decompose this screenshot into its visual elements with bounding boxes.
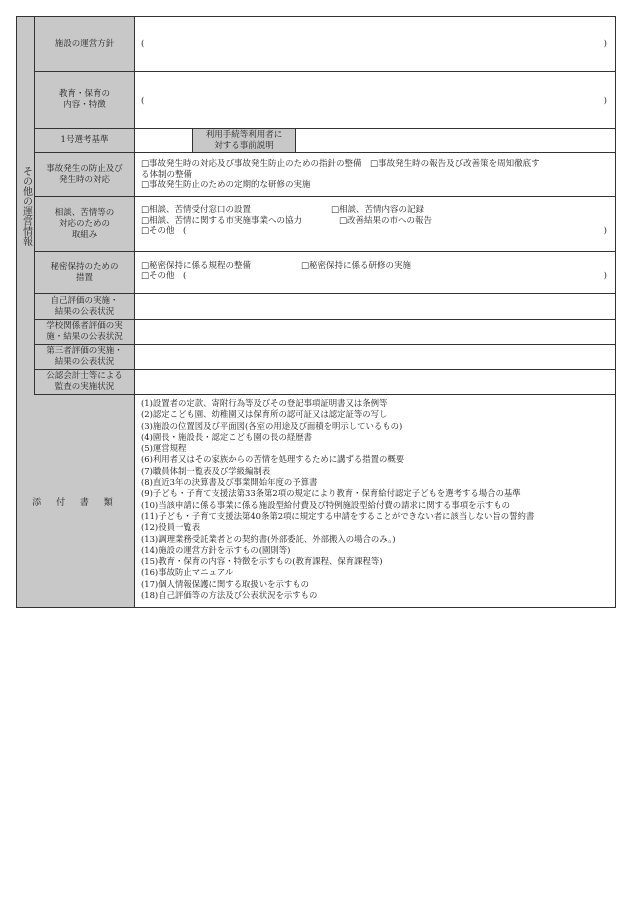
label-school-evaluation: 学校関係者評価の実 施・結果の公表状況 — [35, 320, 135, 344]
attachment-item: (18)自己評価等の方法及び公表状況を示すもの — [141, 590, 318, 601]
attachment-item: (6)利用者又はその家族からの苦情を処理するために講ずる措置の概要 — [141, 454, 405, 465]
accident-line: る体制の整備 — [141, 169, 193, 180]
label-audit-status: 公認会計士等による 監査の実施状況 — [35, 370, 135, 394]
attachment-item: (13)調理業務受託業者との契約書(外部委託、外部搬入の場合のみ。) — [141, 533, 396, 544]
attachment-item: (9)子ども・子育て支援法第33条第2項の規定により教育・保育給付認定子どもを選考する場合の基準 — [141, 488, 521, 499]
value-school-evaluation[interactable] — [135, 320, 615, 344]
attachment-item: (8)直近3年の決算書及び事業開始年度の予算書 — [141, 477, 318, 488]
row-selection-criteria — [35, 129, 615, 153]
attachment-item: (10)当該申請に係る事業に係る施設型給付費及び特例施設型給付費の請求に関する事項を示すもの — [141, 499, 510, 510]
label-prior-explanation: 利用手続等利用者に 対する事前説明 — [192, 129, 296, 152]
attachment-item: (7)職員体制一覧表及び学級編制表 — [141, 465, 271, 476]
privacy-line: □秘密保持に係る規程の整備 □秘密保持に係る研修の実施 — [141, 261, 412, 271]
value-self-evaluation[interactable] — [135, 294, 615, 319]
accident-line: □事故発生防止のための定期的な研修の実施 — [141, 180, 311, 190]
value-third-party-evaluation[interactable] — [135, 345, 615, 369]
value-privacy-measures[interactable]: □秘密保持に係る規程の整備 □秘密保持に係る研修の実施 □その他 ( ) — [141, 261, 607, 281]
attachment-item: (12)役員一覧表 — [141, 522, 201, 533]
label-operation-policy: 施設の運営方針 — [35, 17, 135, 71]
value-audit-status[interactable] — [135, 370, 615, 394]
value-accident-prevention[interactable] — [135, 153, 615, 196]
row-operation-policy — [35, 17, 615, 72]
privacy-other: □その他 ( — [141, 271, 187, 281]
row-complaint-handling — [35, 197, 615, 252]
row-audit-status — [35, 370, 615, 395]
complaint-other: □その他 ( — [141, 226, 187, 236]
attachment-item: (1)設置者の定款、寄附行為等及びその登記事項証明書又は条例等 — [141, 398, 388, 408]
attachment-item: (5)運営規程 — [141, 443, 187, 454]
row-education-content — [35, 72, 615, 129]
section-label — [17, 17, 35, 395]
row-accident-prevention — [35, 153, 615, 197]
attachment-item: (17)個人情報保護に関する取扱いを示すもの — [141, 578, 309, 589]
attachment-item: (3)施設の位置図及び平面図(各室の用途及び面積を明示しているもの) — [141, 420, 403, 431]
operation-info-form — [16, 16, 616, 608]
row-third-party-evaluation — [35, 345, 615, 370]
label-privacy-measures: 秘密保持のための 措置 — [35, 252, 135, 293]
attachments-list — [141, 398, 611, 601]
row-self-evaluation — [35, 294, 615, 320]
attachment-item: (11)子ども・子育て支援法第40条第2項に規定する申請をすることができない者に該当しない旨の誓約書 — [141, 510, 535, 521]
section-label-text: その他の運営情報 — [20, 166, 32, 246]
attachment-item: (16)事故防止マニュアル — [141, 567, 234, 578]
row-privacy-measures — [35, 252, 615, 294]
attachments-label: 添 付 書 類 — [17, 395, 135, 607]
value-education-content[interactable]: ( ) — [141, 96, 607, 106]
attachment-item: (15)教育・保育の内容・特徴を示すもの(教育課程、保育課程等) — [141, 556, 383, 567]
label-accident-prevention: 事故発生の防止及び 発生時の対応 — [35, 153, 135, 196]
accident-line: □事故発生時の対応及び事故発生防止のための指針の整備 □事故発生時の報告及び改善策を周知徹底す — [141, 159, 540, 169]
attachment-item: (4)園長・施設長・認定こども園の長の経歴書 — [141, 431, 312, 442]
attachments-section — [17, 395, 615, 607]
complaint-line: □相談、苦情受付窓口の設置 □相談、苦情内容の記録 — [141, 205, 425, 215]
attachment-item: (14)施設の運営方針を示すもの(園則等) — [141, 544, 291, 555]
complaint-line: □相談、苦情に関する市実施事業への協力 □改善結果の市への報告 — [141, 215, 433, 226]
label-third-party-evaluation: 第三者評価の実施・ 結果の公表状況 — [35, 345, 135, 369]
label-self-evaluation: 自己評価の実施・ 結果の公表状況 — [35, 294, 135, 319]
value-operation-policy[interactable]: ( ) — [141, 39, 607, 49]
attachment-item: (2)認定こども園、幼稚園又は保育所の認可証又は認定証等の写し — [141, 409, 388, 420]
row-school-evaluation — [35, 320, 615, 345]
label-education-content: 教育・保育の 内容・特徴 — [35, 72, 135, 128]
value-complaint-handling[interactable]: □相談、苦情受付窓口の設置 □相談、苦情内容の記録 □相談、苦情に関する市実施事業への協力 □改善結果の市への報告 □その他 ( ) — [141, 205, 607, 236]
label-complaint-handling: 相談、苦情等の 対応のための 取組み — [35, 197, 135, 251]
label-selection-criteria: 1号選考基準 — [35, 129, 135, 152]
